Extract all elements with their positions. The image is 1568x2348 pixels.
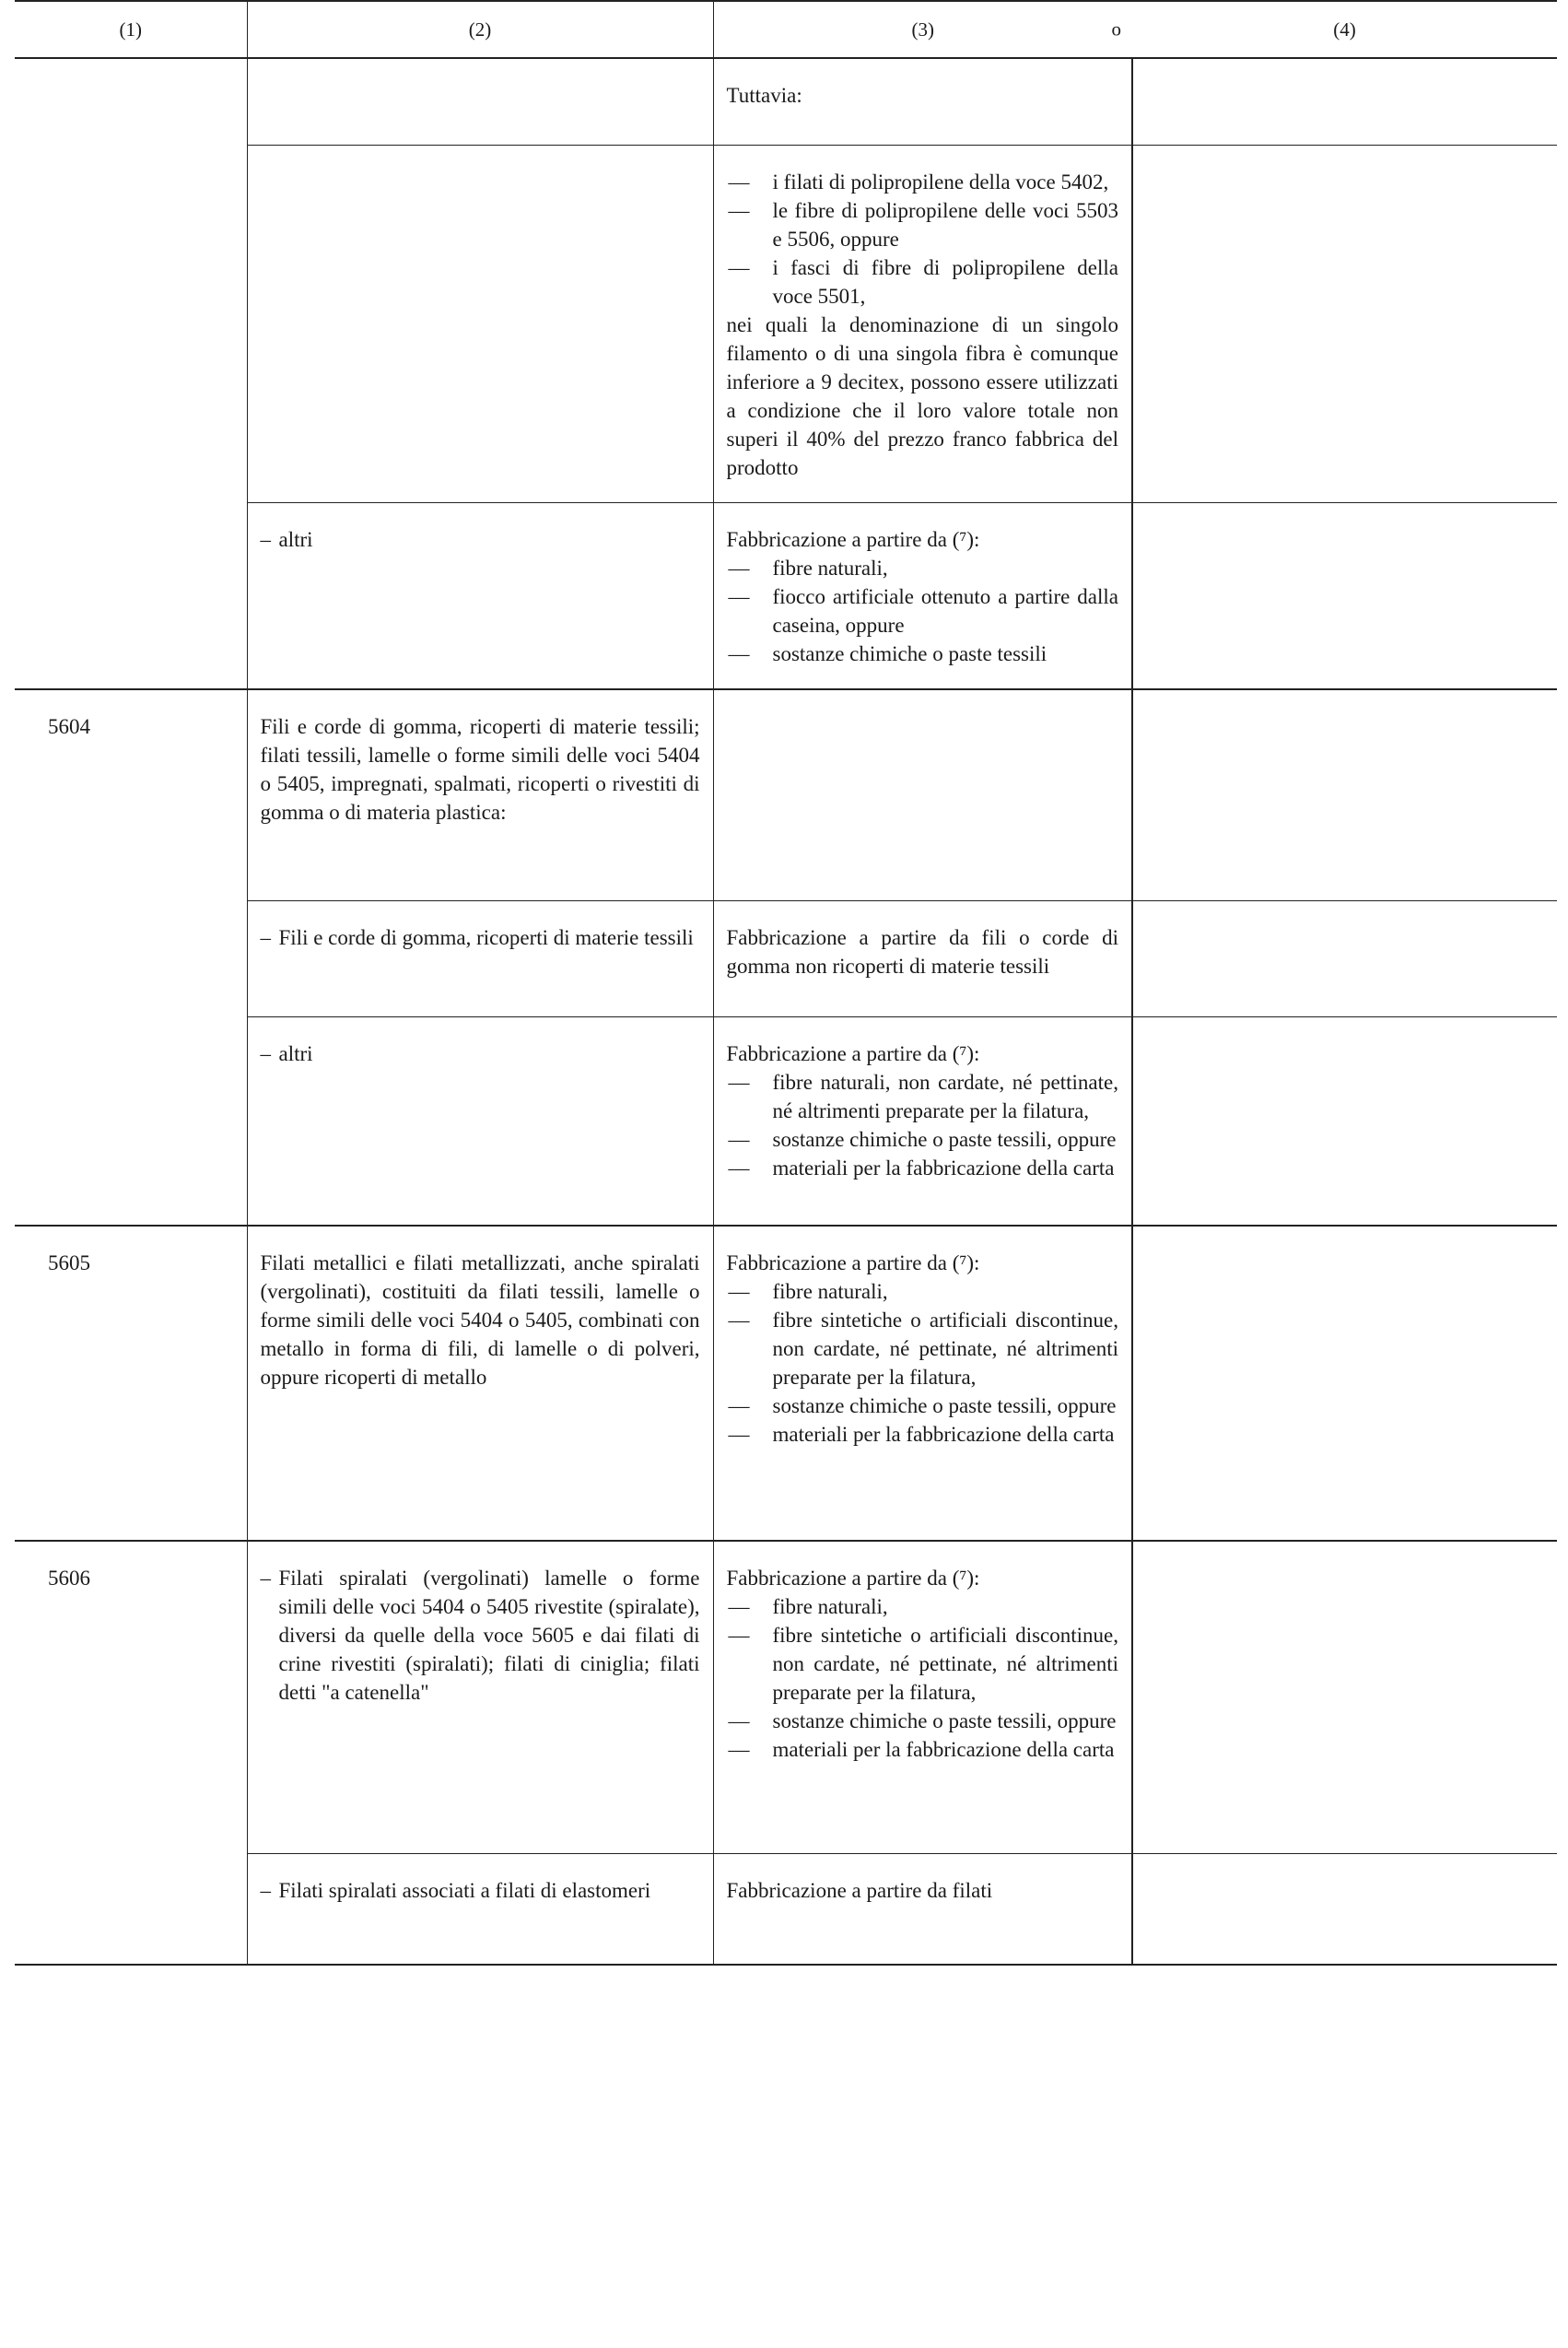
list-item: — sostanze chimiche o paste tessili, oppure [728,1393,1117,1417]
code-5605: 5605 [48,1250,90,1274]
row8-c3: Fabbricazione a partire da (⁷): — fibre naturali, — fibre sintetiche o artificiali discontinue, non cardate, né pettinate, né altrimenti preparate per la filatura, — sostanze chimiche o paste tessili, oppure — materiali per la fabbricazione della carta [714,1542,1132,1784]
row7-desc: Filati metallici e filati metallizzati, anche spiralati (vergolinati), costituiti da filati tessili, lamelle o forme simili delle voci 5404 o 5405, combinati con metallo in forma di fili, di lamelle o di polveri, oppure ricoperti di metallo [260,1250,700,1389]
row9-c3: Fabbricazione a partire da filati [726,1879,993,1902]
table-row [15,58,1557,145]
table-row: – Fili e corde di gomma, ricoperti di materie tessili Fabbricazione a partire da fili o corde di gomma non ricoperti di materie tessili [15,901,1557,1017]
list-item: — fibre naturali, non cardate, né pettinate, né altrimenti preparate per la filatura, [728,1071,1118,1122]
row5-desc: Fili e corde di gomma, ricoperti di materie tessili [278,926,694,949]
row2-c3 [714,146,1132,502]
header-col1: (1) [15,1,247,58]
row7-c3: Fabbricazione a partire da (⁷): — fibre naturali, — fibre sintetiche o artificiali discontinue, non cardate, né pettinate, né altrimenti preparate per la filatura, — sostanze chimiche o paste tessili, oppure — materiali per la fabbricazione della carta [714,1227,1132,1469]
row4-desc: Fili e corde di gomma, ricoperti di materie tessili; filati tessili, lamelle o forme simili delle voci 5404 o 5405, impregnati, spalmati, ricoperti o rivestiti di gomma o di materia plastica: [260,714,700,824]
header-col3-label: (3) [911,18,934,41]
list-item: — i fasci di fibre di polipropilene della voce 5501, [728,255,1118,308]
table-row [15,689,1557,901]
table-row: – altri Fabbricazione a partire da (⁷): — fibre naturali, — fiocco artificiale ottenuto a partire dalla caseina, oppure — sostanze chimiche o paste tessili [15,502,1557,689]
code-5604: 5604 [48,714,90,738]
table-header-row [15,1,1557,58]
header-col2: (2) [247,1,713,58]
table-row: – altri Fabbricazione a partire da (⁷): — fibre naturali, non cardate, né pettinate, né altrimenti preparate per la filatura, — sostanze chimiche o paste tessili, oppure — materiali per la fabbricazione della carta [15,1017,1557,1226]
list-item: — materiali per la fabbricazione della carta [728,1156,1115,1180]
rules-table [15,0,1557,1966]
list-item: — fibre sintetiche o artificiali discontinue, non cardate, né pettinate, né altrimenti preparate per la filatura, [728,1623,1118,1704]
document-page [15,0,1557,2348]
list-item: — le fibre di polipropilene delle voci 5503 e 5506, oppure [728,198,1118,251]
list-item: — sostanze chimiche o paste tessili, oppure [728,1128,1117,1151]
list-item: — fiocco artificiale ottenuto a partire dalla caseina, oppure [728,584,1118,637]
list-item: — fibre sintetiche o artificiali discontinue, non cardate, né pettinate, né altrimenti preparate per la filatura, [728,1308,1118,1389]
table-row [15,145,1557,502]
table-row: 5606 – Filati spiralati (vergolinati) lamelle o forme simili delle voci 5404 o 5405 rivestite (spiralate), diversi da quelle della voce 5605 e dai filati di crine rivestiti (spiralati); filati di ciniglia; filati detti "a catenella" Fabbricazione a partire da (⁷): — fibre naturali, — fibre sintetiche o artificiali discontinue, non cardate, né pettinate, né altrimenti preparate per la filatura, — sostanze chimiche o paste tessili, oppure — materiali per la fabbricazione della carta [15,1541,1557,1854]
list-item: — i filati di polipropilene della voce 5402, [728,170,1109,194]
list-item: — sostanze chimiche o paste tessili, oppure [728,1708,1117,1732]
row1-c3: Tuttavia: [726,84,802,107]
row6-desc: altri [278,1042,313,1065]
row9-desc: Filati spiralati associati a filati di elastomeri [278,1879,651,1902]
code-5606: 5606 [48,1566,90,1590]
table-row [15,1226,1557,1541]
header-col3 [713,1,1132,58]
list-item: — sostanze chimiche o paste tessili [728,641,1047,665]
row3-c3: Fabbricazione a partire da (⁷): — fibre naturali, — fiocco artificiale ottenuto a partire dalla caseina, oppure — sostanze chimiche o paste tessili [714,503,1132,688]
table-row: – Filati spiralati associati a filati di elastomeri Fabbricazione a partire da filati [15,1854,1557,1965]
header-or-mark: o [1111,18,1121,41]
row2-tail: nei quali la denominazione di un singolo filamento o di una singola fibra è comunque inferiore a 9 decitex, possono essere utilizzati a condizione che il loro valore totale non superi il 40% del prezzo franco fabbrica del prodotto [726,312,1118,479]
list-item: — fibre naturali, [728,1279,888,1303]
list-item: — materiali per la fabbricazione della carta [728,1422,1115,1446]
header-col4: (4) [1132,1,1557,58]
row6-c3: Fabbricazione a partire da (⁷): — fibre naturali, non cardate, né pettinate, né altrimenti preparate per la filatura, — sostanze chimiche o paste tessili, oppure — materiali per la fabbricazione della carta [714,1017,1132,1203]
row5-c3: Fabbricazione a partire da fili o corde di gomma non ricoperti di materie tessili [726,926,1118,978]
list-item: — fibre naturali, [728,1594,888,1618]
list-item: — materiali per la fabbricazione della carta [728,1737,1115,1761]
row3-desc: altri [278,527,313,551]
row8-desc: Filati spiralati (vergolinati) lamelle o forme simili delle voci 5404 o 5405 rivestite (spiralate), diversi da quelle della voce 5605 e dai filati di crine rivestiti (spiralati); filati di ciniglia; filati detti "a catenella" [278,1566,700,1704]
list-item: — fibre naturali, [728,556,888,580]
